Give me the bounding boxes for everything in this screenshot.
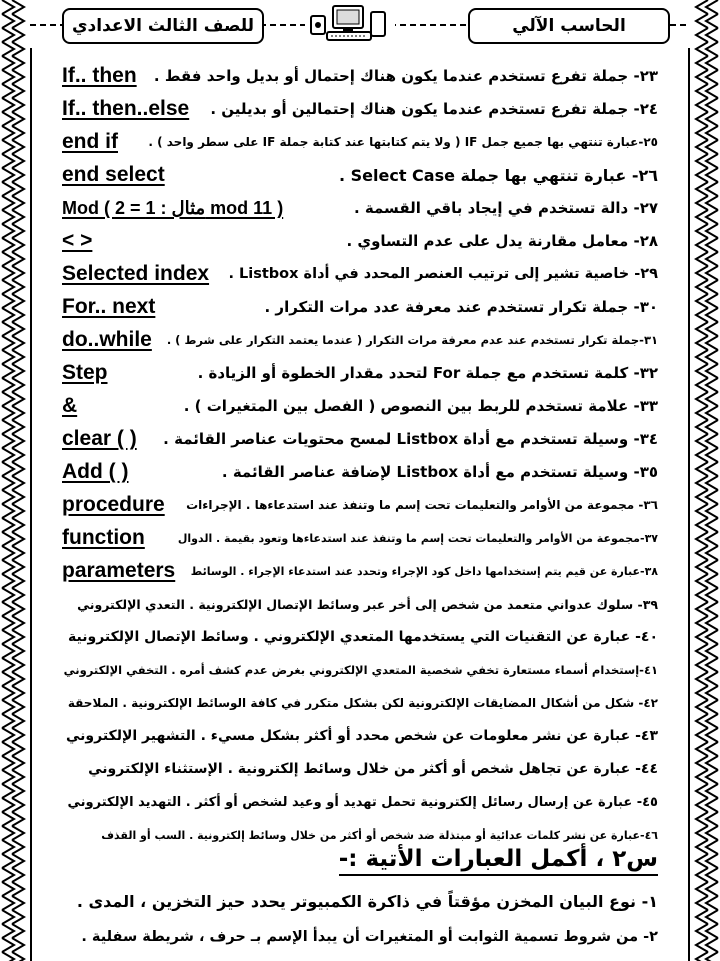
list-item bbox=[62, 720, 658, 752]
answer-text: parameters bbox=[62, 559, 176, 582]
answer-text: If.. then bbox=[62, 64, 137, 87]
question-text: ٤٤- عبارة عن تجاهل شخص أو أكثر من خلال وسائط إلكترونية . الإستثناء الإلكتروني bbox=[88, 761, 658, 777]
list-item bbox=[62, 159, 658, 191]
list-item bbox=[62, 291, 658, 323]
question-text: ٣٤- وسيلة تستخدم مع أداة Listbox لمسح محتويات عناصر القائمة . bbox=[163, 430, 658, 448]
answer-text: do..while bbox=[62, 328, 152, 351]
question-text: ٢٣- جملة تفرع تستخدم عندما يكون هناك إحتمال أو بديل واحد فقط . bbox=[153, 67, 658, 85]
right-border-ornament bbox=[692, 0, 720, 961]
list-item bbox=[62, 555, 658, 587]
list-item bbox=[62, 489, 658, 521]
list-item bbox=[62, 654, 658, 686]
class-label-box: للصف الثالث الاعدادي bbox=[62, 8, 264, 44]
list-item bbox=[62, 225, 658, 257]
question-text: ٢٥-عبارة تنتهي بها جميع جمل IF ( ولا يتم كتابتها عند كتابة جملة IF على سطر واحد ) . bbox=[148, 135, 658, 149]
list-item bbox=[62, 522, 658, 554]
section2-line-1: ١- نوع البيان المخزن مؤقتاً في ذاكرة الكمبيوتر يحدد حيز التخزين ، المدى . bbox=[76, 892, 658, 911]
question-text: ٢٩- خاصية تشير إلى ترتيب العنصر المحدد في أداة Listbox . bbox=[228, 266, 658, 282]
list-item bbox=[62, 588, 658, 620]
answer-text: function bbox=[62, 526, 145, 549]
question-text: ٣٧-مجموعة من الأوامر والتعليمات تحت إسم ما وتنفذ عند استدعاءها وتعود بقيمة . الدوال bbox=[177, 531, 658, 545]
answer-text: end select bbox=[62, 163, 165, 186]
list-item bbox=[62, 192, 658, 224]
list-item bbox=[62, 753, 658, 785]
question-text: ٤١-إستخدام أسماء مستعارة تخفي شخصية المتعدي الإلكتروني بغرض عدم كشف أمره . التخفي الإلكتروني bbox=[63, 663, 658, 677]
list-item bbox=[62, 357, 658, 389]
computer-icon bbox=[305, 2, 395, 46]
question-text: ٤٦-عبارة عن نشر كلمات عدائية أو مبتذلة ضد شخص أو أكثر من خلال وسائط إلكترونية . السب أو القذف bbox=[101, 828, 658, 842]
answer-text: & bbox=[62, 394, 78, 417]
list-item bbox=[62, 786, 658, 818]
list-item bbox=[62, 93, 658, 125]
list-item bbox=[62, 390, 658, 422]
answer-text: procedure bbox=[62, 493, 165, 516]
list-item bbox=[62, 258, 658, 290]
list-item bbox=[62, 423, 658, 455]
question-text: ٤٥- عبارة عن إرسال رسائل إلكترونية تحمل تهديد أو وعيد لشخص أو أكثر . التهديد الإلكتروني bbox=[67, 794, 658, 810]
list-item bbox=[62, 687, 658, 719]
section2-title: س٢ ، أكمل العبارات الأتية :- bbox=[339, 846, 658, 876]
subject-label-box: الحاسب الآلي bbox=[468, 8, 670, 44]
question-text: ٤٣- عبارة عن نشر معلومات عن شخص محدد أو أكثر بشكل مسيء . التشهير الإلكتروني bbox=[66, 728, 658, 744]
list-item bbox=[62, 456, 658, 488]
question-text: ٣٠- جملة تكرار تستخدم عند معرفة عدد مرات التكرار . bbox=[264, 298, 658, 316]
header-bar bbox=[0, 0, 720, 48]
list-item bbox=[62, 60, 658, 92]
answer-text: For.. next bbox=[62, 295, 156, 318]
answer-text: If.. then..else bbox=[62, 97, 190, 120]
question-text: ٢٤- جملة تفرع تستخدم عندما يكون هناك إحتمالين أو بديلين . bbox=[210, 100, 658, 118]
question-text: ٣٢- كلمة تستخدم مع جملة For لتحدد مقدار الخطوة أو الزيادة . bbox=[197, 364, 658, 382]
answer-text: Add ( ) bbox=[62, 460, 129, 483]
answer-text: Mod ( مثال : 1 = 2 mod 11 ) bbox=[62, 197, 284, 218]
question-text: ٣٣- علامة تستخدم للربط بين النصوص ( الفصل بين المتغيرات ) . bbox=[183, 397, 658, 415]
question-text: ٢٦- عبارة تنتهي بها جملة Select Case . bbox=[338, 165, 658, 185]
question-text: ٣٩- سلوك عدواني متعمد من شخص إلى أخر عبر وسائط الإتصال الإلكترونية . التعدي الإلكتروني bbox=[77, 596, 658, 612]
answer-text: Step bbox=[62, 361, 108, 384]
question-text: ٢٧- دالة تستخدم في إيجاد باقي القسمة . bbox=[353, 199, 658, 217]
list-item bbox=[62, 621, 658, 653]
answer-text: < > bbox=[62, 229, 93, 252]
question-text: ٤٠- عبارة عن التقنيات التي يستخدمها المتعدي الإلكتروني . وسائط الإتصال الإلكترونية bbox=[68, 629, 658, 645]
question-text: ٣٨-عبارة عن قيم يتم إستخدامها داخل كود الإجراء وتحدد عند استدعاء الإجراء . الوسائط bbox=[190, 564, 658, 578]
question-text: ٤٢- شكل من أشكال المضايقات الإلكترونية لكن بشكل متكرر في كافة الوسائط الإلكترونية . الملاحقة bbox=[67, 696, 658, 710]
section2-line-2: ٢- من شروط تسمية الثوابت أو المتغيرات أن يبدأ الإسم بـ حرف ، شريطة سفلية . bbox=[81, 929, 658, 945]
left-border-ornament bbox=[0, 0, 28, 961]
list-item bbox=[62, 324, 658, 356]
question-text: ٣٦- مجموعة من الأوامر والتعليمات تحت إسم ما وتنفذ عند استدعاءها . الإجراءات bbox=[186, 498, 658, 512]
list-item bbox=[62, 126, 658, 158]
question-text: ٣١-جملة تكرار تستخدم عند عدم معرفة مرات التكرار ( عندما يعتمد التكرار على شرط ) . bbox=[166, 333, 658, 347]
answer-text: clear ( ) bbox=[62, 427, 137, 450]
answer-text: end if bbox=[62, 130, 118, 153]
question-text: ٣٥- وسيلة تستخدم مع أداة Listbox لإضافة عناصر القائمة . bbox=[221, 463, 658, 481]
question-text: ٢٨- معامل مقارنة يدل على عدم التساوي . bbox=[346, 232, 658, 250]
answer-text: Selected index bbox=[62, 262, 210, 285]
